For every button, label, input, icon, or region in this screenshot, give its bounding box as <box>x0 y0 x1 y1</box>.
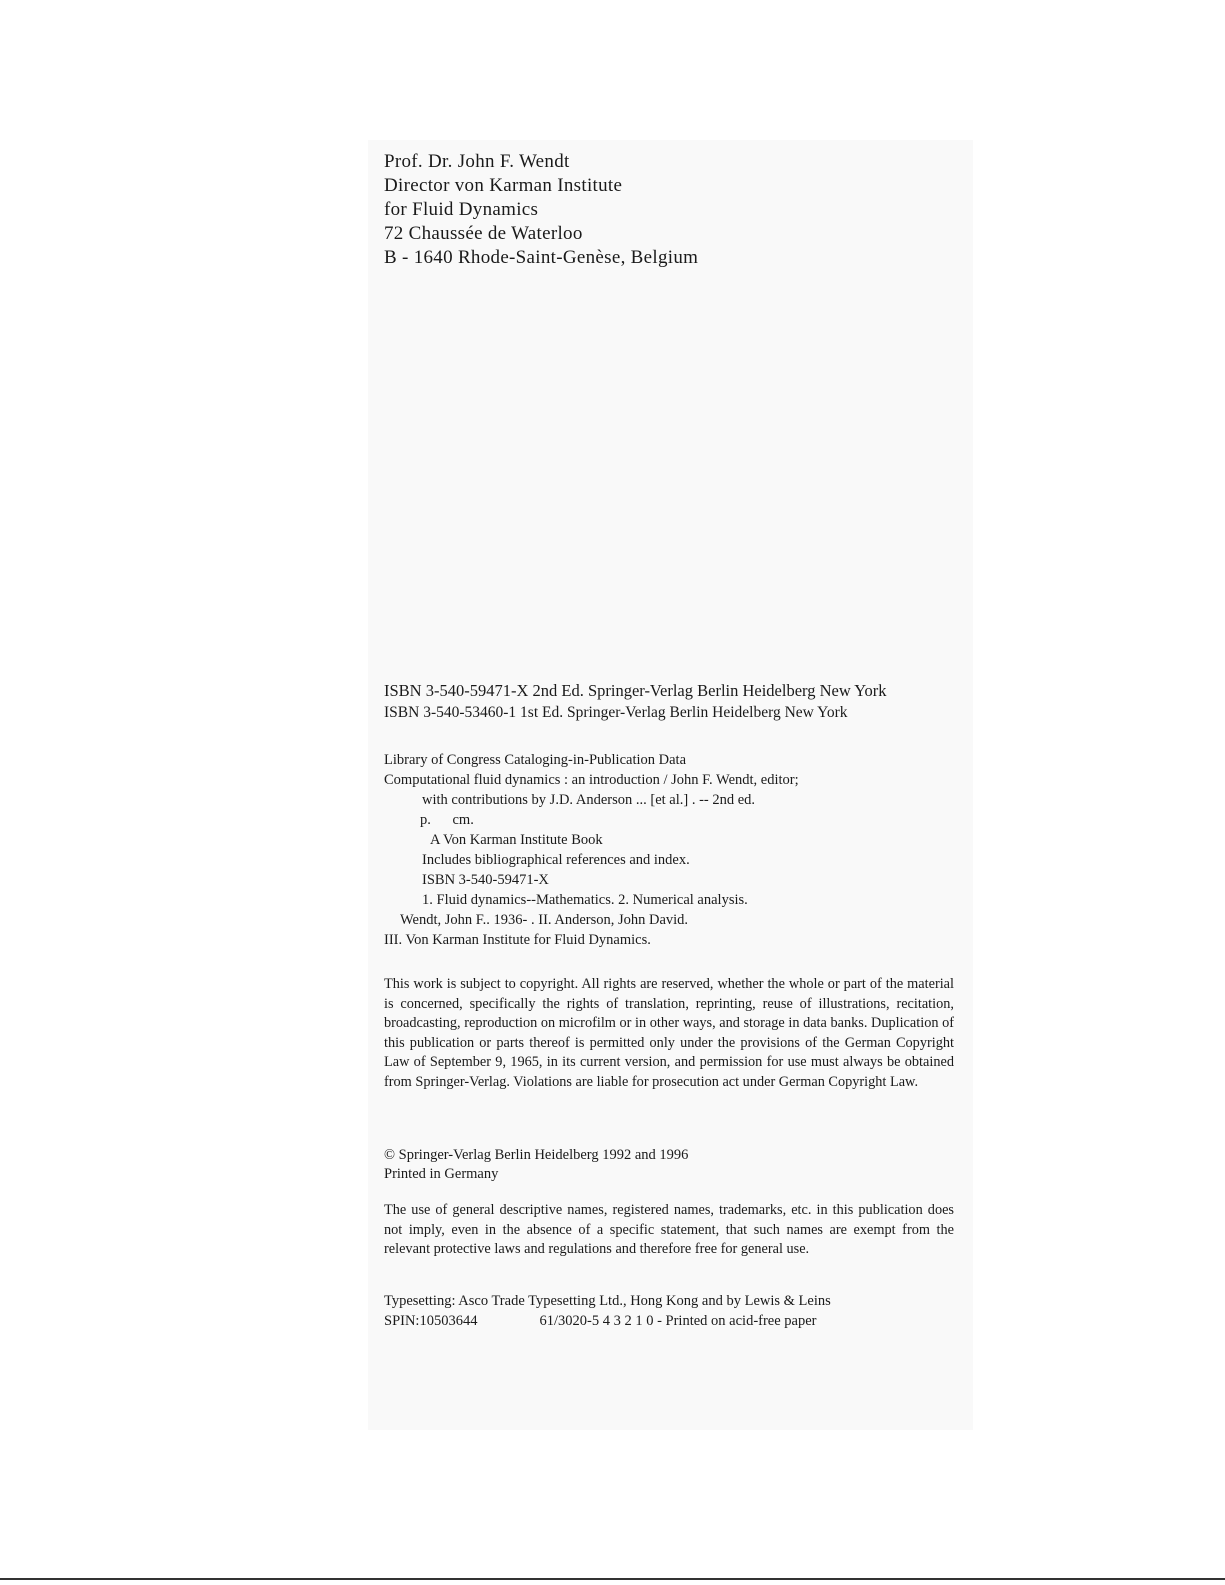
cip-contributions: with contributions by J.D. Anderson ... [et al.] . -- 2nd ed. <box>422 792 756 808</box>
author-name: Prof. Dr. John F. Wendt <box>384 151 570 172</box>
bottom-rule <box>0 1578 1225 1580</box>
cataloging-data <box>384 750 954 950</box>
springer-copyright-line: © Springer-Verlag Berlin Heidelberg 1992 and 1996 <box>384 1147 689 1163</box>
trademark-notice: The use of general descriptive names, registered names, trademarks, etc. in this publication does not imply, even in the absence of a specific statement, that such names are exempt from the relevant protective laws and regulations and therefore free for general use. <box>384 1202 954 1257</box>
isbn-2nd-edition: ISBN 3-540-59471-X 2nd Ed. Springer-Verlag Berlin Heidelberg New York <box>384 681 887 700</box>
address-line-1: Director von Karman Institute <box>384 175 623 196</box>
printing-info: 61/3020-5 4 3 2 1 0 - Printed on acid-free paper <box>539 1312 817 1329</box>
isbn-1st-edition: ISBN 3-540-53460-1 1st Ed. Springer-Verlag Berlin Heidelberg New York <box>384 704 848 721</box>
printed-in: Printed in Germany <box>384 1166 499 1182</box>
springer-copyright <box>384 1146 954 1184</box>
cip-entries: Wendt, John F.. 1936- . II. Anderson, John David. <box>400 912 689 928</box>
cip-heading: Library of Congress Cataloging-in-Publication Data <box>384 752 687 768</box>
cip-isbn: ISBN 3-540-59471-X <box>422 872 549 888</box>
isbn-list <box>384 680 954 724</box>
address-line-2: for Fluid Dynamics <box>384 199 539 220</box>
cip-subjects: 1. Fluid dynamics--Mathematics. 2. Numerical analysis. <box>422 892 748 908</box>
author-address <box>384 150 954 270</box>
address-line-3: 72 Chaussée de Waterloo <box>384 223 583 244</box>
cip-title-line: Computational fluid dynamics : an introduction / John F. Wendt, editor; <box>384 772 799 788</box>
spin-number: SPIN:10503644 <box>384 1312 478 1329</box>
spin-line <box>384 1312 954 1332</box>
typesetting-info <box>384 1292 954 1331</box>
cip-institute: III. Von Karman Institute for Fluid Dynamics. <box>384 932 651 948</box>
copyright-notice: This work is subject to copyright. All rights are reserved, whether the whole or part of the material is concerned, specifically the rights of translation, reprinting, reuse of illustrations, recitation, broadcasting, reproduction on microfilm or in other ways, and storage in data banks. Duplication of this publication or parts thereof is permitted only under the provisions of the German Copyright Law of September 9, 1965, in its current version, and permission for use must always be obtained from Springer-Verlag. Violations are liable for prosecution act under German Copyright Law. <box>384 976 954 1090</box>
typesetting-line: Typesetting: Asco Trade Typesetting Ltd., Hong Kong and by Lewis & Leins <box>384 1293 831 1309</box>
address-line-4: B - 1640 Rhode-Saint-Genèse, Belgium <box>384 247 699 268</box>
cip-includes: Includes bibliographical references and index. <box>422 852 690 868</box>
cip-pcm: p. cm. <box>420 812 474 828</box>
cip-series: A Von Karman Institute Book <box>430 832 603 848</box>
